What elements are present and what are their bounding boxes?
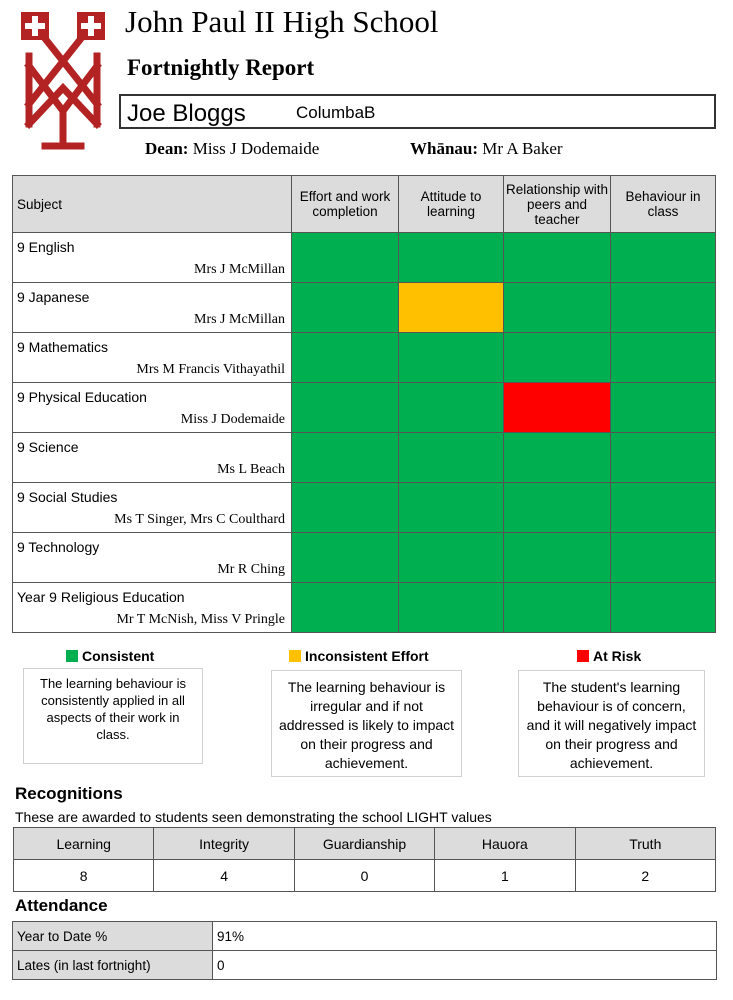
recognition-header-integrity: Integrity: [154, 828, 294, 860]
recognitions-heading: Recognitions: [15, 784, 123, 803]
rating-cell-consistent: [611, 433, 716, 483]
report-title: Fortnightly Report: [127, 55, 315, 80]
rating-cell-consistent: [611, 383, 716, 433]
attendance-table: [12, 921, 717, 980]
rating-cell-consistent: [292, 283, 399, 333]
recognition-value-hauora: 1: [435, 860, 575, 892]
recognitions-header-row: [14, 828, 716, 860]
legend-at-risk-description: The student's learning behaviour is of concern, and it will negatively impact on their progress and achievement.: [518, 670, 705, 777]
recognition-value-learning: 8: [14, 860, 154, 892]
subject-name: 9 Technology: [17, 539, 100, 555]
subject-name: 9 Mathematics: [17, 339, 109, 355]
attendance-heading: Attendance: [15, 896, 108, 915]
subject-row: [13, 483, 716, 533]
recognition-value-truth: 2: [575, 860, 715, 892]
subject-row: [13, 383, 716, 433]
rating-cell-consistent: [504, 333, 611, 383]
subject-cell: [13, 533, 292, 583]
rating-cell-consistent: [504, 233, 611, 283]
subject-row: [13, 533, 716, 583]
subject-cell: [13, 433, 292, 483]
student-name: Joe Bloggs: [127, 100, 246, 127]
attendance-row-lates: [13, 951, 717, 980]
rating-cell-consistent: [292, 333, 399, 383]
header-behaviour: Behaviour in class: [611, 176, 716, 233]
attendance-ytd-label: Year to Date %: [13, 922, 213, 951]
subject-cell: [13, 483, 292, 533]
legend-inconsistent-description: The learning behaviour is irregular and if not addressed is likely to impact on their progress and achievement.: [271, 670, 462, 777]
header-subject: Subject: [13, 176, 292, 233]
recognitions-value-row: [14, 860, 716, 892]
rating-cell-consistent: [399, 383, 504, 433]
subject-row: [13, 433, 716, 483]
recognitions-subtitle: These are awarded to students seen demonstrating the school LIGHT values: [15, 809, 492, 825]
rating-cell-consistent: [292, 233, 399, 283]
rating-cell-consistent: [504, 533, 611, 583]
rating-cell-consistent: [399, 333, 504, 383]
rating-cell-consistent: [292, 483, 399, 533]
rating-cell-consistent: [611, 583, 716, 633]
rating-cell-consistent: [611, 283, 716, 333]
recognition-header-hauora: Hauora: [435, 828, 575, 860]
subject-cell: [13, 583, 292, 633]
report-grid: [12, 175, 716, 633]
legend-consistent-label: Consistent: [82, 648, 155, 664]
whanau-value: Mr A Baker: [482, 139, 563, 158]
rating-cell-consistent: [292, 433, 399, 483]
rating-cell-at-risk: [504, 383, 611, 433]
subject-name: 9 English: [17, 239, 75, 255]
subject-teacher: Mrs M Francis Vithayathil: [136, 362, 285, 377]
recognition-header-learning: Learning: [14, 828, 154, 860]
header-attitude: Attitude to learning: [399, 176, 504, 233]
school-name: John Paul II High School: [125, 4, 439, 39]
dean-value: Miss J Dodemaide: [192, 139, 320, 158]
subject-cell: [13, 283, 292, 333]
recognition-header-truth: Truth: [575, 828, 715, 860]
rating-cell-consistent: [504, 483, 611, 533]
rating-cell-consistent: [504, 283, 611, 333]
subject-row: [13, 583, 716, 633]
dean-info: [145, 138, 319, 160]
subject-teacher: Mrs J McMillan: [194, 312, 285, 327]
rating-cell-consistent: [611, 533, 716, 583]
rating-cell-consistent: [504, 583, 611, 633]
grid-header-row: [13, 176, 716, 233]
subject-name: 9 Japanese: [17, 289, 90, 305]
subject-teacher: Mr R Ching: [217, 562, 285, 577]
student-class: ColumbaB: [296, 103, 376, 122]
at-risk-swatch: [577, 650, 589, 662]
legend-inconsistent: [289, 647, 429, 665]
subject-name: Year 9 Religious Education: [17, 589, 185, 605]
subject-cell: [13, 333, 292, 383]
legend-at-risk-label: At Risk: [593, 648, 642, 664]
rating-cell-inconsistent: [399, 283, 504, 333]
subject-teacher: Ms T Singer, Mrs C Coulthard: [114, 512, 285, 527]
consistent-swatch: [66, 650, 78, 662]
recognition-value-guardianship: 0: [294, 860, 434, 892]
legend-consistent-description: The learning behaviour is consistently applied in all aspects of their work in class.: [23, 668, 203, 764]
subject-teacher: Ms L Beach: [217, 462, 285, 477]
subject-row: [13, 283, 716, 333]
student-name-box: [119, 94, 716, 129]
rating-cell-consistent: [399, 233, 504, 283]
subject-name: 9 Physical Education: [17, 389, 147, 405]
recognition-header-guardianship: Guardianship: [294, 828, 434, 860]
rating-cell-consistent: [399, 433, 504, 483]
subject-row: [13, 333, 716, 383]
rating-cell-consistent: [504, 433, 611, 483]
subject-name: 9 Science: [17, 439, 79, 455]
rating-cell-consistent: [611, 233, 716, 283]
legend-at-risk: [577, 647, 641, 665]
attendance-ytd-value: 91%: [213, 922, 717, 951]
subject-teacher: Mr T McNish, Miss V Pringle: [116, 612, 285, 627]
legend-consistent: [66, 647, 154, 665]
attendance-row-ytd: [13, 922, 717, 951]
rating-cell-consistent: [399, 483, 504, 533]
subject-teacher: Miss J Dodemaide: [180, 412, 285, 427]
rating-cell-consistent: [399, 583, 504, 633]
whanau-info: [410, 138, 563, 160]
subject-cell: [13, 233, 292, 283]
whanau-label: Whānau:: [410, 139, 479, 158]
subject-cell: [13, 383, 292, 433]
header-effort: Effort and work completion: [292, 176, 399, 233]
inconsistent-swatch: [289, 650, 301, 662]
rating-cell-consistent: [292, 383, 399, 433]
recognition-value-integrity: 4: [154, 860, 294, 892]
rating-cell-consistent: [292, 533, 399, 583]
subject-name: 9 Social Studies: [17, 489, 118, 505]
rating-cell-consistent: [611, 483, 716, 533]
school-crest-logo: [17, 6, 109, 154]
dean-label: Dean:: [145, 139, 189, 158]
recognitions-table: [13, 827, 716, 892]
rating-cell-consistent: [399, 533, 504, 583]
subject-teacher: Mrs J McMillan: [194, 262, 285, 277]
rating-cell-consistent: [292, 583, 399, 633]
header-relationship: Relationship with peers and teacher: [504, 176, 611, 233]
legend-inconsistent-label: Inconsistent Effort: [305, 648, 429, 664]
attendance-lates-value: 0: [213, 951, 717, 980]
rating-cell-consistent: [611, 333, 716, 383]
attendance-lates-label: Lates (in last fortnight): [13, 951, 213, 980]
subject-row: [13, 233, 716, 283]
